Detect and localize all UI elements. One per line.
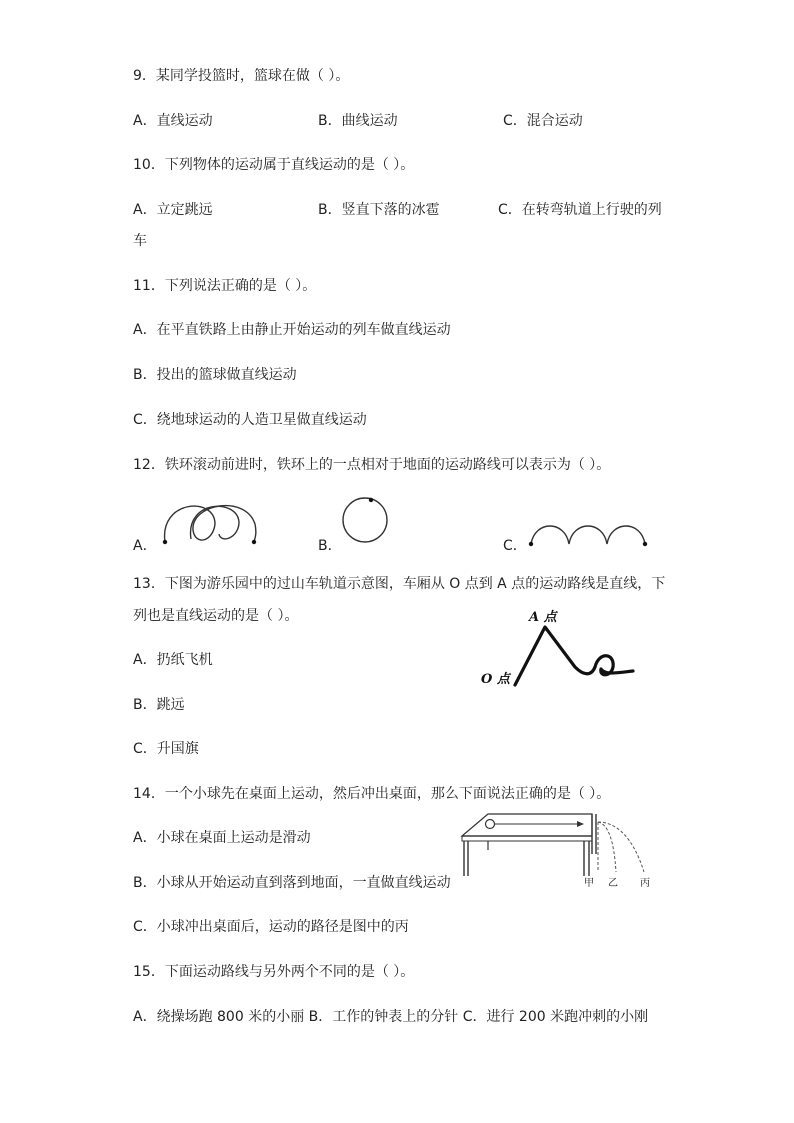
q11-stem: 11．下列说法正确的是（ ）。 xyxy=(133,278,317,294)
q12-figure-c-arches xyxy=(525,516,655,550)
q11-option-c: C．绕地球运动的人造卫星做直线运动 xyxy=(133,412,367,428)
q12-option-b: B． xyxy=(318,538,342,554)
q14-option-b: B．小球从开始运动直到落到地面，一直做直线运动 xyxy=(133,875,451,891)
q13-label-o-point: O 点 xyxy=(481,672,510,687)
q10-stem: 10．下列物体的运动属于直线运动的是（ ）。 xyxy=(133,157,415,173)
q9-option-a: A．直线运动 xyxy=(133,113,213,129)
q10-option-a: A．立定跳远 xyxy=(133,202,213,218)
q9-stem: 9．某同学投篮时，篮球在做（ ）。 xyxy=(133,68,350,84)
q12-option-c: C． xyxy=(503,538,527,554)
q14-label-yi: 乙 xyxy=(608,878,618,889)
q13-roller-coaster-figure xyxy=(475,605,635,691)
q13-stem-line2: 列也是直线运动的是（ ）。 xyxy=(133,608,299,624)
q13-option-b: B．跳远 xyxy=(133,697,185,713)
q14-label-jia: 甲 xyxy=(584,878,594,889)
q15-stem: 15．下面运动路线与另外两个不同的是（ ）。 xyxy=(133,964,415,980)
q9-option-b: B．曲线运动 xyxy=(318,113,398,129)
q12-option-a: A． xyxy=(133,538,157,554)
q13-label-a-point: A 点 xyxy=(529,610,557,625)
q11-option-b: B．投出的篮球做直线运动 xyxy=(133,367,297,383)
q13-stem-line1: 13．下图为游乐园中的过山车轨道示意图，车厢从 O 点到 A 点的运动路线是直线，下 xyxy=(133,576,666,592)
q11-option-a: A．在平直铁路上由静止开始运动的列车做直线运动 xyxy=(133,322,451,338)
q10-option-c: C．在转弯轨道上行驶的列 xyxy=(498,202,662,218)
q14-stem: 14．一个小球先在桌面上运动，然后冲出桌面，那么下面说法正确的是（ ）。 xyxy=(133,786,611,802)
q14-option-c: C．小球冲出桌面后，运动的路径是图中的丙 xyxy=(133,919,409,935)
q13-option-c: C．升国旗 xyxy=(133,741,199,757)
q12-figure-a-looping-curve xyxy=(155,494,265,550)
q9-option-c: C．混合运动 xyxy=(503,113,583,129)
q12-figure-b-circle xyxy=(340,494,392,546)
q10-option-b: B．竖直下落的冰雹 xyxy=(318,202,440,218)
q10-option-c-continued: 车 xyxy=(133,233,147,249)
q15-options: A．绕操场跑 800 米的小丽 B．工作的钟表上的分针 C．进行 200 米跑冲刺的小刚 xyxy=(133,1009,649,1025)
q14-table-ball-figure xyxy=(458,810,658,892)
q14-label-bing: 丙 xyxy=(640,878,650,889)
q13-option-a: A．扔纸飞机 xyxy=(133,652,213,668)
q12-stem: 12．铁环滚动前进时，铁环上的一点相对于地面的运动路线可以表示为（ ）。 xyxy=(133,457,611,473)
q14-option-a: A．小球在桌面上运动是滑动 xyxy=(133,830,311,846)
